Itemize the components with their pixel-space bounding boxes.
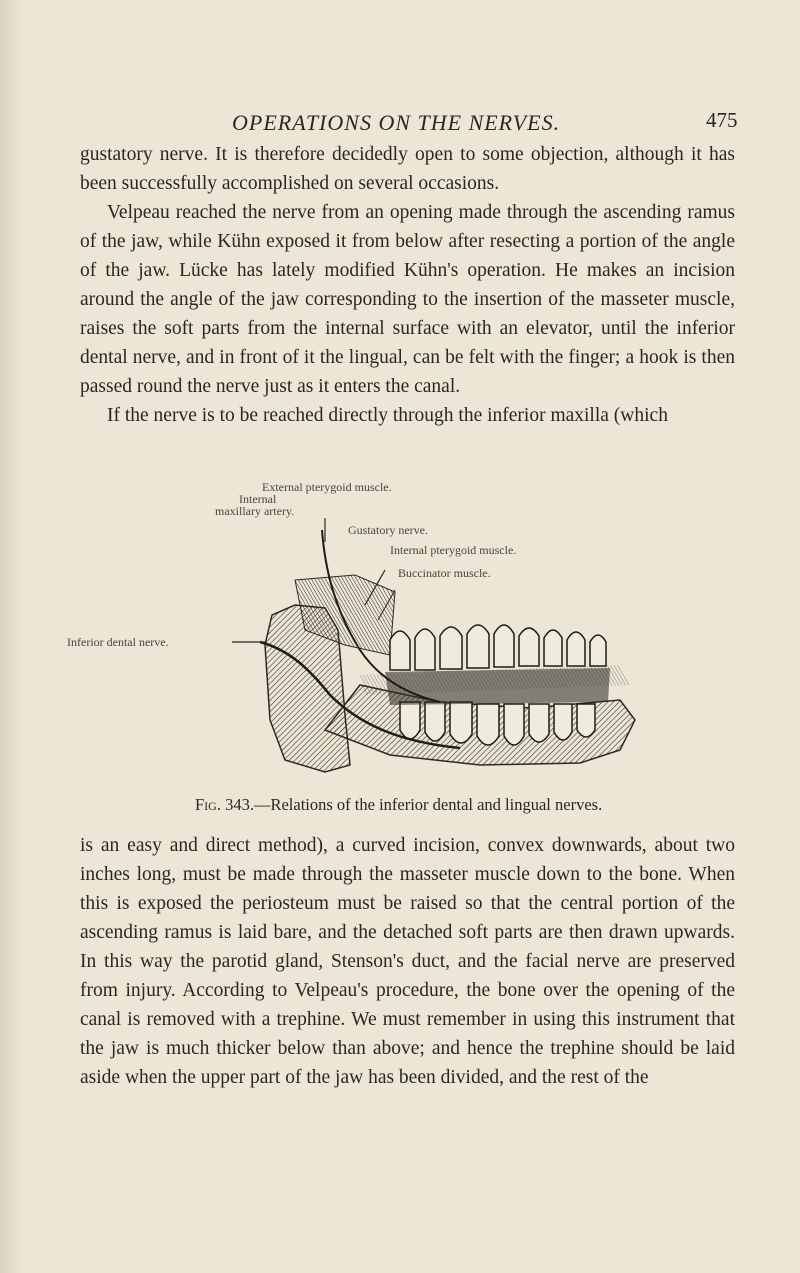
upper-teeth bbox=[390, 625, 606, 670]
page-gutter-edge bbox=[0, 0, 22, 1273]
label-buccinator: Buccinator muscle. bbox=[398, 566, 491, 580]
label-internal-maxillary-1: Internal bbox=[239, 492, 277, 506]
paragraph: gustatory nerve. It is therefore decidedly open to some objection, although it has been successfully accomplished on several occasions. bbox=[80, 144, 735, 194]
lower-teeth bbox=[400, 702, 595, 745]
running-head: OPERATIONS ON THE NERVES. bbox=[232, 110, 561, 135]
body-text-bottom bbox=[80, 831, 735, 1092]
paragraph: Velpeau reached the nerve from an opening made through the ascending ramus of the jaw, while Kühn exposed it from below after resecting a portion of the angle of the jaw. Lücke has lately modified Kühn's operation. He makes an incision around the angle of the jaw corresponding to the insertion of the masseter muscle, raises the soft parts from the internal surface with an elevator, until the inferior dental nerve, and in front of it the lingual, can be felt with the finger; a hook is then passed round the nerve just as it enters the canal. bbox=[80, 202, 735, 397]
paragraph: If the nerve is to be reached directly through the inferior maxilla (which bbox=[107, 405, 668, 426]
label-internal-pterygoid: Internal pterygoid muscle. bbox=[390, 543, 517, 557]
figure-caption bbox=[195, 795, 602, 815]
label-external-pterygoid: External pterygoid muscle. bbox=[262, 480, 392, 494]
caption-text: —Relations of the inferior dental and lingual nerves. bbox=[253, 795, 603, 814]
caption-prefix: Fig. bbox=[195, 795, 221, 814]
label-internal-maxillary-2: maxillary artery. bbox=[215, 504, 295, 518]
page-number: 475 bbox=[706, 108, 738, 132]
caption-number: 343. bbox=[225, 795, 254, 814]
label-gustatory-nerve: Gustatory nerve. bbox=[348, 523, 428, 537]
body-text-top bbox=[80, 140, 735, 430]
label-inferior-dental-nerve: Inferior dental nerve. bbox=[67, 635, 169, 649]
anatomical-figure bbox=[60, 480, 760, 785]
paragraph: is an easy and direct method), a curved incision, convex downwards, about two inches long, must be made through the masseter muscle down to the bone. When this is exposed the periosteum must be raised so that the central portion of the ascending ramus is laid bare, and the detached soft parts are then drawn upwards. In this way the parotid gland, Stenson's duct, and the facial nerve are preserved from injury. According to Velpeau's procedure, the bone over the opening of the canal is removed with a trephine. We must remember in using this instrument that the jaw is much thicker below than above; and hence the trephine should be laid aside when the upper part of the jaw has been divided, and the rest of the bbox=[80, 835, 735, 1088]
